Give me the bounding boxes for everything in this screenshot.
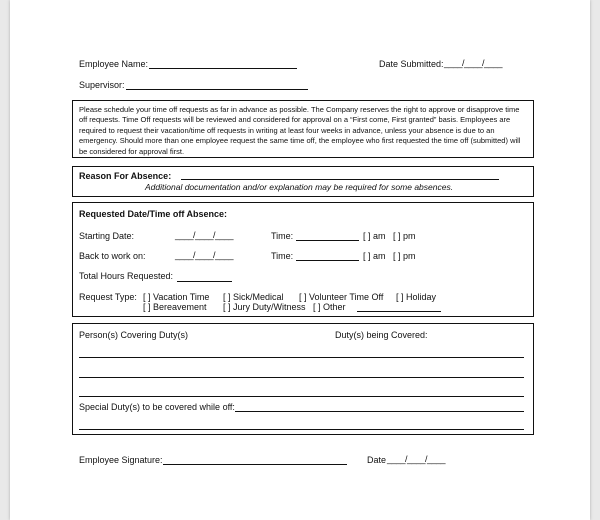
back-to-work-date-field[interactable]: ____/____/____ bbox=[175, 250, 234, 260]
starting-time-label: Time: bbox=[271, 231, 294, 241]
starting-date-field[interactable]: ____/____/____ bbox=[175, 230, 234, 240]
reason-box bbox=[72, 166, 534, 197]
starting-pm-checkbox[interactable]: [ ] pm bbox=[393, 231, 416, 241]
special-duties-label: Special Duty(s) to be covered while off: bbox=[79, 402, 235, 412]
reason-note: Additional documentation and/or explanation may be required for some absences. bbox=[145, 182, 454, 192]
bereavement-checkbox[interactable]: [ ] Bereavement bbox=[143, 302, 207, 312]
reason-label: Reason For Absence: bbox=[79, 171, 172, 181]
requested-dates-box bbox=[72, 202, 534, 317]
policy-text: Please schedule your time off requests as far in advance as possible. The Company reserves the right to approve or disapprove time off requests. Time Off requests will be reviewed and considered for approval on a “First come, First granted” basis. Employees are required to request their vacation/time off requests in writing at least four weeks in advance, unless your absence is due to an emergency. Should more than one employee request the same time off, the employee who first requested the time off (submitted) will be considered for approval first. bbox=[79, 105, 521, 156]
date-submitted-field[interactable]: ____/____/____ bbox=[444, 58, 503, 68]
employee-name-field[interactable] bbox=[149, 59, 297, 69]
special-duties-line-2[interactable] bbox=[79, 420, 524, 430]
total-hours-field[interactable] bbox=[177, 272, 232, 282]
back-time-label: Time: bbox=[271, 251, 294, 261]
back-am-checkbox[interactable]: [ ] am bbox=[363, 251, 386, 261]
reason-field[interactable] bbox=[181, 170, 499, 180]
request-type-label: Request Type: bbox=[79, 292, 137, 302]
duties-covered-label: Duty(s) being Covered: bbox=[335, 330, 428, 340]
supervisor-label: Supervisor: bbox=[79, 80, 125, 90]
jury-duty-checkbox[interactable]: [ ] Jury Duty/Witness bbox=[223, 302, 306, 312]
other-checkbox[interactable]: [ ] Other bbox=[313, 302, 346, 312]
holiday-checkbox[interactable]: [ ] Holiday bbox=[396, 292, 437, 302]
covering-line-2[interactable] bbox=[79, 368, 524, 378]
back-to-work-label: Back to work on: bbox=[79, 251, 146, 261]
date-submitted-label: Date Submitted: bbox=[379, 59, 444, 69]
other-field[interactable] bbox=[357, 302, 441, 312]
total-hours-label: Total Hours Requested: bbox=[79, 271, 174, 281]
sick-medical-checkbox[interactable]: [ ] Sick/Medical bbox=[223, 292, 284, 302]
policy-box bbox=[72, 100, 534, 158]
covering-line-3[interactable] bbox=[79, 387, 524, 397]
requested-dates-heading: Requested Date/Time off Absence: bbox=[79, 209, 228, 219]
supervisor-field[interactable] bbox=[126, 80, 308, 90]
starting-date-label: Starting Date: bbox=[79, 231, 135, 241]
covering-line-1[interactable] bbox=[79, 348, 524, 358]
starting-time-field[interactable] bbox=[296, 231, 359, 241]
employee-signature-field[interactable] bbox=[163, 455, 347, 465]
employee-signature-label: Employee Signature: bbox=[79, 455, 163, 465]
covering-box bbox=[72, 323, 534, 435]
signature-date-field[interactable]: ____/____/____ bbox=[387, 454, 446, 464]
employee-name-label: Employee Name: bbox=[79, 59, 149, 69]
back-time-field[interactable] bbox=[296, 251, 359, 261]
starting-am-checkbox[interactable]: [ ] am bbox=[363, 231, 386, 241]
back-pm-checkbox[interactable]: [ ] pm bbox=[393, 251, 416, 261]
signature-date-label: Date bbox=[367, 455, 387, 465]
volunteer-time-off-checkbox[interactable]: [ ] Volunteer Time Off bbox=[299, 292, 384, 302]
form-page bbox=[10, 0, 590, 520]
vacation-time-checkbox[interactable]: [ ] Vacation Time bbox=[143, 292, 210, 302]
special-duties-field[interactable] bbox=[235, 402, 524, 412]
persons-covering-label: Person(s) Covering Duty(s) bbox=[79, 330, 189, 340]
